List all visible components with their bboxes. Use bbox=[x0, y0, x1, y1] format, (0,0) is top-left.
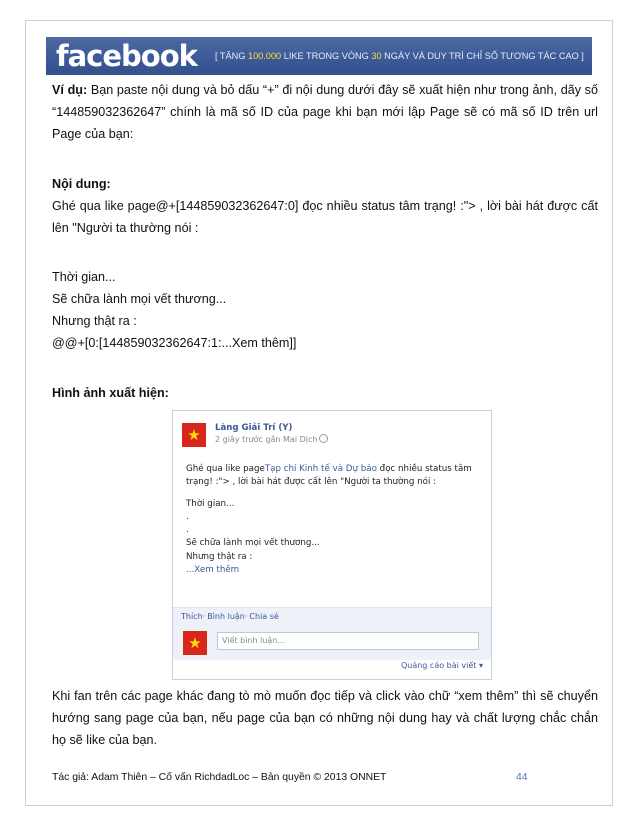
vietnam-flag-icon: ★ bbox=[182, 423, 206, 447]
commenter-flag-icon: ★ bbox=[183, 631, 207, 655]
content-line: Nhưng thật ra : bbox=[52, 314, 137, 328]
example-label: Ví dụ: bbox=[52, 83, 88, 97]
globe-icon bbox=[319, 434, 328, 443]
promote-post-link[interactable]: Quảng cáo bài viết ▾ bbox=[400, 661, 483, 670]
content-line: Sẽ chữa lành mọi vết thương... bbox=[52, 292, 227, 306]
facebook-logo: facebook bbox=[56, 39, 197, 73]
post-dot: . bbox=[186, 525, 189, 536]
conclusion-paragraph: Khi fan trên các page khác đang tò mò muốn đọc tiếp và click vào chữ “xem thêm” thì sẽ chuyển hướng sang page của bạn, nếu page của bạn có những nội dung hay và chất lượng chắc chắn họ sẽ like của bạn. bbox=[52, 689, 598, 747]
facebook-post-screenshot bbox=[172, 410, 492, 680]
example-text: Bạn paste nội dung và bỏ dấu “+” đi nội dung dưới đây sẽ xuất hiện như trong ảnh, dãy số “144859032362647” chính là mã số ID của page khi bạn mới lập Page sẽ có mã số ID trên url Page của bạn: bbox=[52, 83, 598, 141]
like-link[interactable]: Thích bbox=[181, 612, 203, 621]
post-line: Nhưng thật ra : bbox=[186, 551, 253, 562]
content-paragraph: Ghé qua like page@+[144859032362647:0] đọc nhiều status tâm trạng! :"> , lời bài hát được cất lên "Người ta thường nói : bbox=[52, 199, 598, 235]
comment-link[interactable]: Bình luận bbox=[207, 612, 245, 621]
post-line: Thời gian... bbox=[186, 498, 235, 509]
example-paragraph bbox=[52, 79, 598, 145]
see-more-link[interactable]: ...Xem thêm bbox=[186, 565, 240, 576]
post-body bbox=[186, 463, 482, 577]
page-number: 44 bbox=[516, 772, 528, 783]
facebook-banner bbox=[46, 37, 592, 75]
post-dot: . bbox=[186, 511, 189, 522]
post-page-name[interactable]: Làng Giải Trí (Y) bbox=[215, 423, 293, 433]
comment-input[interactable]: Viết bình luận... bbox=[217, 632, 479, 650]
content-line: @@+[0:[144859032362647:1:...Xem thêm]] bbox=[52, 336, 297, 350]
post-line: Sẽ chữa lành mọi vết thương... bbox=[186, 538, 320, 549]
post-mention-link[interactable]: Tạp chí Kinh tế và Dự báo bbox=[264, 464, 377, 474]
banner-tagline: [ TĂNG 100.000 LIKE TRONG VÒNG 30 NGÀY VÀ DUY TRÌ CHỈ SỐ TƯƠNG TÁC CAO ] bbox=[214, 51, 584, 61]
image-heading: Hình ảnh xuất hiện: bbox=[52, 386, 169, 400]
content-heading: Nội dung: bbox=[52, 177, 111, 191]
footer-author: Tác giả: Adam Thiên – Cố vấn RichdadLoc – Bản quyền © 2013 ONNET bbox=[52, 772, 387, 783]
content-line: Thời gian... bbox=[52, 270, 116, 284]
share-link[interactable]: Chia sẻ bbox=[249, 612, 279, 621]
post-timestamp: 2 giây trước gần Mai Dịch bbox=[215, 434, 328, 444]
comment-row bbox=[173, 626, 491, 660]
post-body-paragraph: Ghé qua like pageTạp chí Kinh tế và Dự báo đọc nhiều status tâm trạng! :"> , lời bài hát được cất lên "Người ta thường nói : bbox=[186, 464, 472, 488]
post-actions: Thích· Bình luận· Chia sẻ bbox=[173, 607, 491, 626]
dropdown-arrow-icon: ▾ bbox=[478, 661, 483, 670]
